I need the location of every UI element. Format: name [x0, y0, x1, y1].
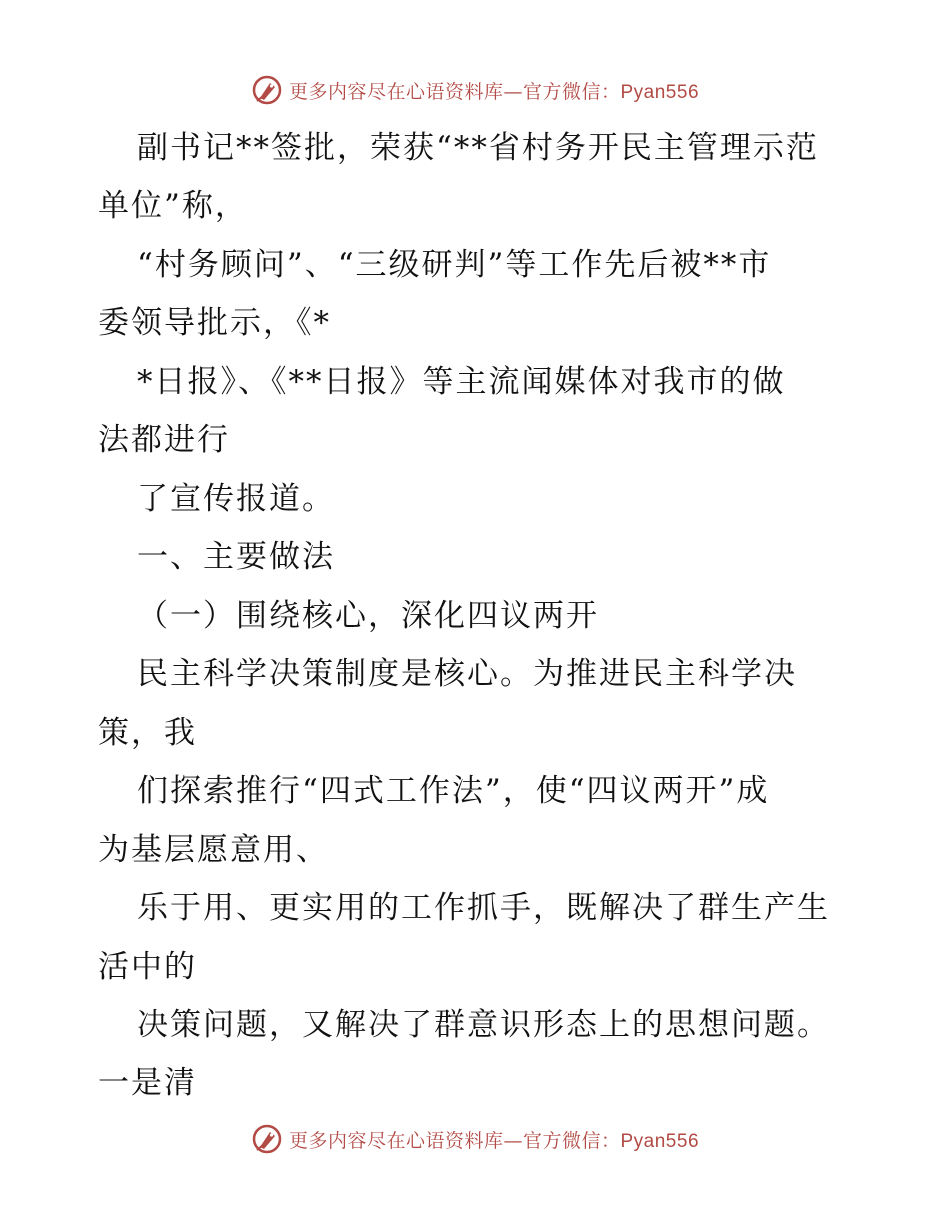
body-line: 了宣传报道。 — [137, 481, 335, 517]
section-heading: 一、主要做法 — [137, 539, 335, 575]
header-banner-wechat-id: Pyan556 — [620, 81, 700, 103]
body-line: 策，我 — [98, 715, 197, 751]
header-banner-cn: 更多内容尽在心语资料库—官方微信： — [288, 80, 621, 103]
body-line: 决策问题，又解决了群意识形态上的思想问题。 — [137, 1007, 830, 1043]
body-line: “村务顾问”、“三级研判”等工作先后被**市 — [137, 247, 772, 283]
body-line: 单位”称， — [98, 188, 248, 224]
body-line: 民主科学决策制度是核心。为推进民主科学决 — [137, 656, 797, 692]
pen-nib-logo-icon — [251, 74, 283, 106]
header-banner-text — [289, 77, 699, 104]
footer-banner — [0, 1119, 950, 1159]
body-line: 乐于用、更实用的工作抓手，既解决了群生产生 — [137, 890, 830, 926]
body-line: 委领导批示，《* — [98, 305, 331, 341]
body-line: 为基层愿意用、 — [98, 832, 329, 868]
body-line: 法都进行 — [98, 422, 230, 458]
body-line: 活中的 — [98, 949, 197, 985]
pen-nib-logo-icon — [251, 1123, 283, 1155]
subsection-heading: （一）围绕核心，深化四议两开 — [137, 598, 599, 634]
header-banner — [0, 70, 950, 110]
footer-banner-wechat-id: Pyan556 — [620, 1130, 700, 1152]
body-line: 副书记**签批，荣获“**省村务开民主管理示范 — [137, 130, 819, 166]
body-line: *日报》、《**日报》等主流闻媒体对我市的做 — [137, 364, 786, 400]
body-line: 一是清 — [98, 1065, 197, 1101]
body-line: 们探索推行“四式工作法”，使“四议两开”成 — [137, 773, 770, 809]
footer-banner-cn: 更多内容尽在心语资料库—官方微信： — [288, 1129, 621, 1152]
footer-banner-text — [289, 1126, 699, 1153]
